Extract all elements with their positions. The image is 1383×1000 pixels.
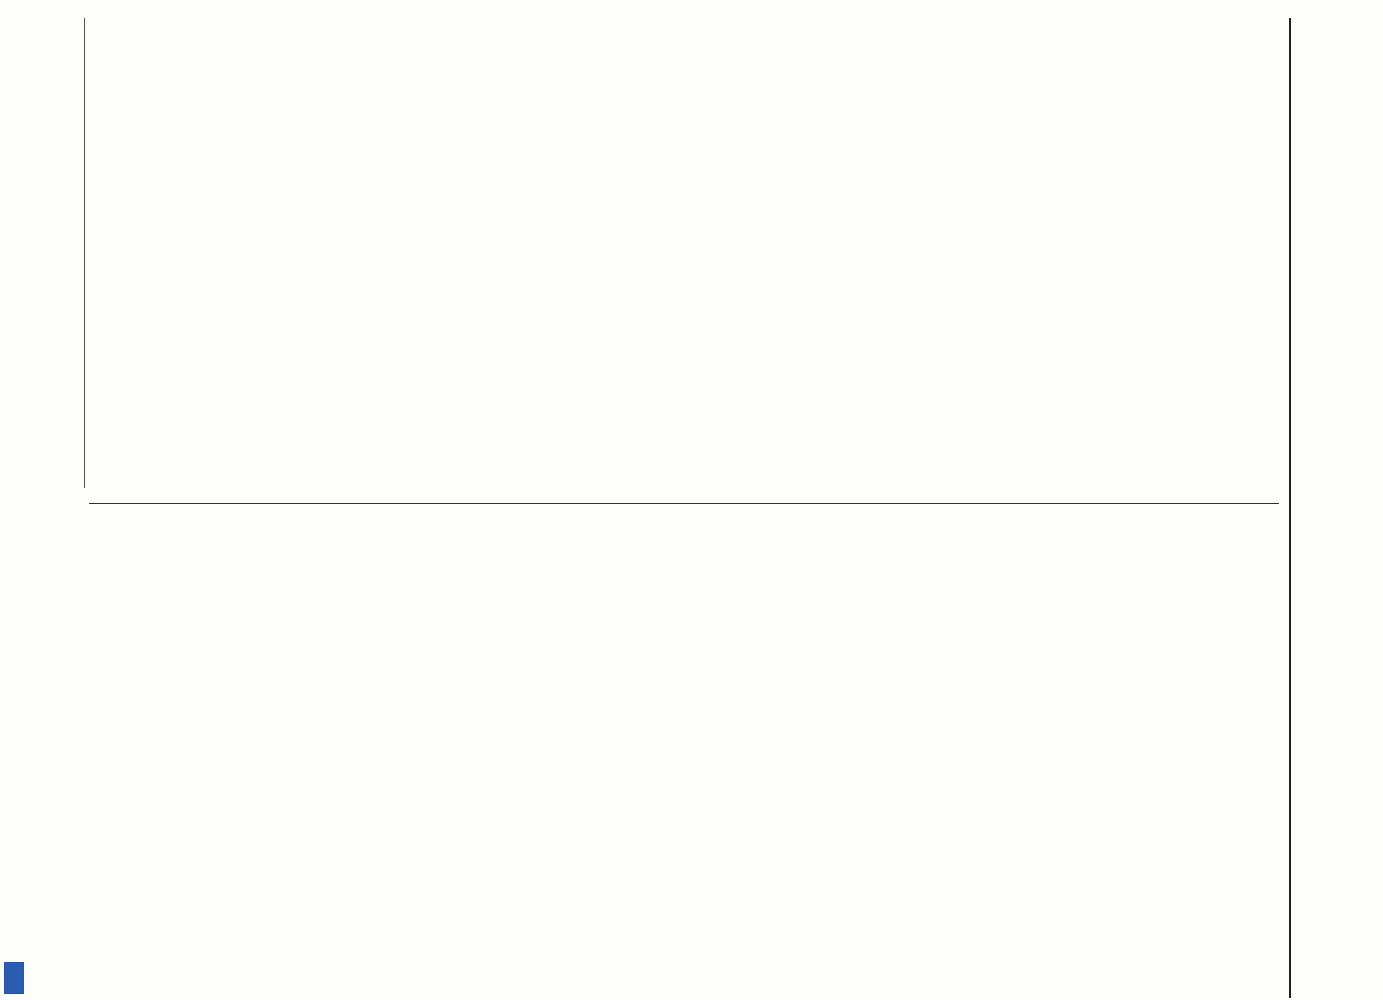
left-column	[89, 18, 1279, 488]
footer-divider	[84, 18, 85, 488]
digitization-credit	[0, 600, 30, 1000]
right-column	[89, 518, 1279, 998]
rotated-page-content	[25, 18, 1335, 998]
column-divider	[89, 503, 1279, 504]
dfg-logo-icon	[4, 962, 24, 994]
page-header	[1289, 18, 1335, 998]
